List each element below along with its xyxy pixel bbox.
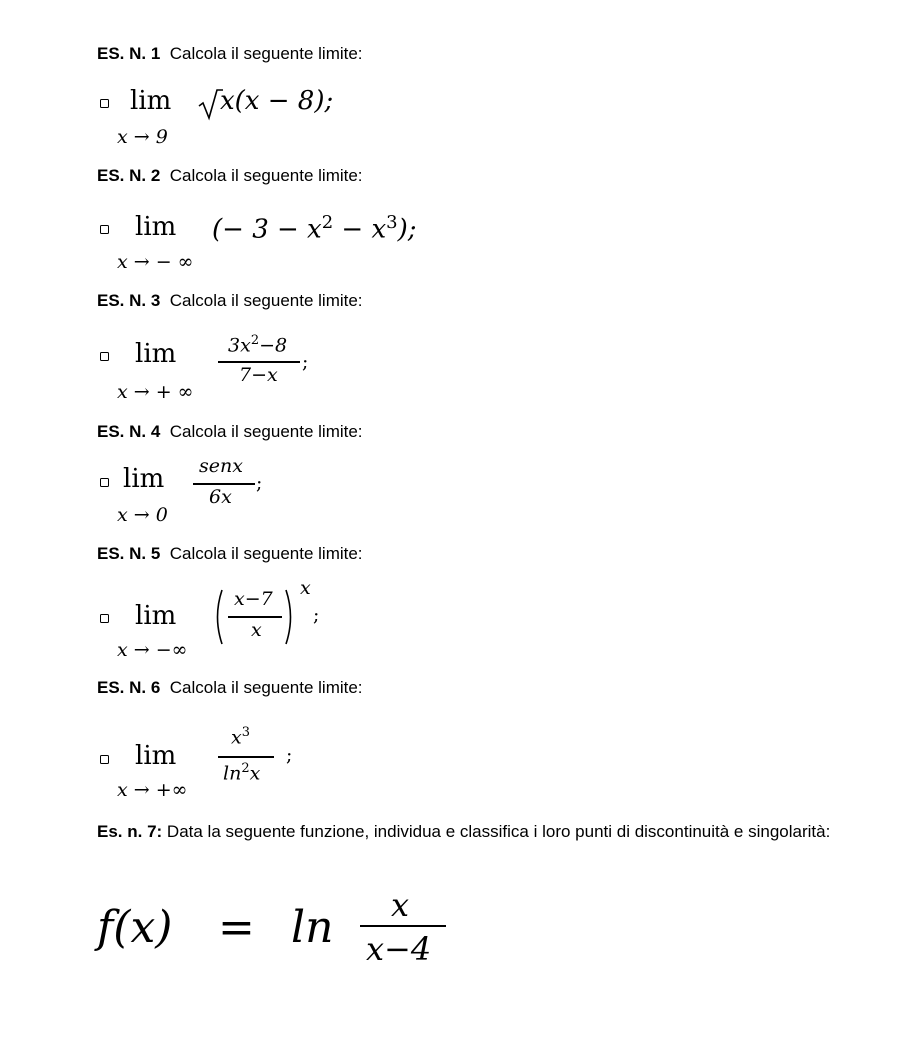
limit-expression [212, 212, 417, 245]
expression-part: − x [333, 214, 387, 245]
bullet-icon [100, 352, 109, 361]
exercise-1-heading [97, 44, 363, 64]
bullet-icon [100, 225, 109, 234]
fraction-numerator: senx [199, 455, 243, 477]
fraction-numerator [231, 725, 250, 748]
lim-subscript: x → +∞ [117, 779, 188, 801]
exercise-text: Calcola il seguente limite: [169, 166, 363, 185]
fraction-denominator: 6x [209, 486, 232, 508]
exercise-label: ES. N. 3 [97, 291, 161, 310]
exercise-text: Calcola il seguente limite: [169, 678, 363, 697]
left-paren-icon [212, 588, 224, 646]
lim-operator: lim [135, 741, 177, 771]
semicolon: ; [256, 472, 263, 494]
equals-sign: = [218, 902, 255, 953]
exercise-label: ES. N. 5 [97, 544, 161, 563]
expression-part: 3x [228, 334, 251, 357]
lim-operator: lim [135, 212, 177, 242]
lim-operator: lim [135, 601, 177, 631]
exercise-6-heading [97, 678, 363, 698]
bullet-icon [100, 614, 109, 623]
semicolon: ; [313, 604, 320, 626]
exponent: 3 [241, 725, 250, 740]
exercise-text: Calcola il seguente limite: [169, 44, 363, 63]
exercise-label: ES. N. 2 [97, 166, 161, 185]
semicolon: ; [286, 744, 293, 766]
fraction-numerator: x−7 [234, 588, 273, 610]
fraction-denominator: x [251, 619, 262, 641]
lim-subscript: x → −∞ [117, 639, 188, 661]
semicolon: ; [302, 351, 309, 373]
expression-part: x [249, 762, 261, 785]
exercise-4-heading [97, 422, 363, 442]
exercise-text: Calcola il seguente limite: [169, 422, 363, 441]
lim-subscript: x → 0 [117, 504, 168, 526]
exponent: x [300, 577, 311, 599]
function-lhs: f(x) [97, 902, 173, 953]
exponent: 2 [321, 212, 334, 233]
expression-part: −8 [259, 334, 288, 357]
exercise-label: ES. N. 6 [97, 678, 161, 697]
exercise-5-heading [97, 544, 363, 564]
bullet-icon [100, 755, 109, 764]
ln-operator: ln [291, 902, 334, 953]
lim-operator: lim [123, 464, 165, 494]
expression-part: x [231, 726, 242, 749]
bullet-icon [100, 99, 109, 108]
exercise-3-heading [97, 291, 363, 311]
right-paren-icon [284, 588, 296, 646]
lim-subscript: x → − ∞ [117, 251, 194, 273]
fraction-bar [218, 361, 300, 363]
expression-part: ln [223, 762, 242, 785]
lim-subscript: x → + ∞ [117, 381, 194, 403]
exercise-label: Es. n. 7: [97, 822, 163, 841]
lim-subscript: x → 9 [117, 126, 168, 148]
exercise-label: ES. N. 4 [97, 422, 161, 441]
bullet-icon [100, 478, 109, 487]
fraction-denominator: 7−x [239, 364, 278, 386]
lim-operator: lim [130, 86, 172, 116]
exercise-7-paragraph [97, 819, 857, 845]
limit-expression: x(x − 8); [220, 86, 334, 116]
fraction-numerator [228, 333, 287, 356]
lim-operator: lim [135, 339, 177, 369]
exponent: 2 [241, 761, 250, 776]
exercise-text: Data la seguente funzione, individua e classifica i loro punti di discontinuità e singolarità: [166, 822, 831, 841]
fraction-bar [218, 756, 274, 758]
fraction-denominator: x−4 [366, 930, 432, 968]
expression-part: (− 3 − x [212, 214, 322, 245]
expression-part: ); [397, 214, 417, 245]
exercise-text: Calcola il seguente limite: [169, 291, 363, 310]
fraction-bar [228, 616, 282, 618]
fraction-denominator [223, 761, 260, 784]
exponent: 3 [386, 212, 398, 233]
exercise-2-heading [97, 166, 363, 186]
exponent: 2 [250, 333, 260, 348]
exercise-label: ES. N. 1 [97, 44, 161, 63]
fraction-bar [193, 483, 255, 485]
fraction-numerator: x [391, 886, 410, 924]
exercise-text: Calcola il seguente limite: [169, 544, 363, 563]
fraction-bar [360, 925, 446, 927]
